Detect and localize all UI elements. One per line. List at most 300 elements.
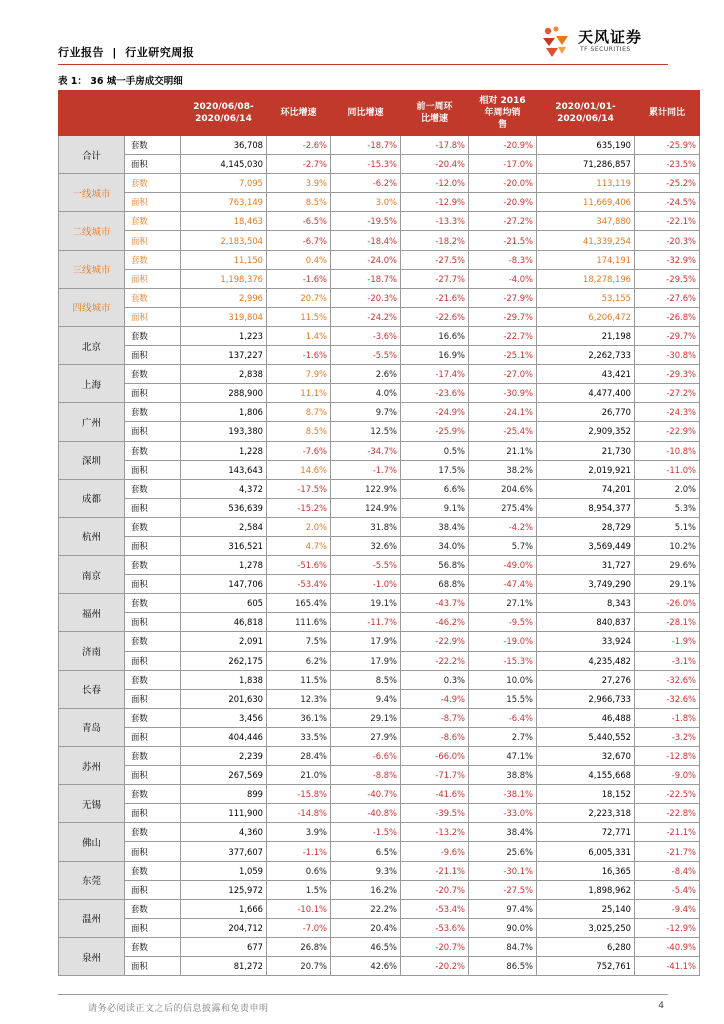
- growth-tb: -20.3%: [331, 288, 401, 307]
- metric-label: 面积: [125, 155, 181, 174]
- weekly-value: 111,900: [181, 804, 267, 823]
- growth-r16: -9.5%: [469, 613, 537, 632]
- metric-label: 面积: [125, 536, 181, 555]
- growth-pw: -39.5%: [401, 804, 469, 823]
- weekly-value: 4,372: [181, 479, 267, 498]
- growth-hb: 3.9%: [267, 823, 331, 842]
- table-row: [59, 957, 700, 976]
- growth-tb: 17.9%: [331, 651, 401, 670]
- metric-label: 套数: [125, 479, 181, 498]
- growth-hb: -53.4%: [267, 575, 331, 594]
- growth-tb: -5.5%: [331, 556, 401, 575]
- growth-tb: 42.6%: [331, 957, 401, 976]
- growth-hb: 3.9%: [267, 174, 331, 193]
- metric-label: 套数: [125, 632, 181, 651]
- table-row: [59, 727, 700, 746]
- growth-r16: -27.0%: [469, 365, 537, 384]
- cumulative-value: 174,191: [537, 250, 635, 269]
- table-row: [59, 307, 700, 326]
- growth-r16: -25.1%: [469, 346, 537, 365]
- growth-pw: 6.6%: [401, 479, 469, 498]
- growth-r16: 25.6%: [469, 842, 537, 861]
- table-row: [59, 326, 700, 345]
- table-header-row: [59, 91, 700, 136]
- growth-pw: -20.4%: [401, 155, 469, 174]
- column-header-0: [59, 91, 125, 136]
- weekly-value: 2,183,504: [181, 231, 267, 250]
- growth-tb: -6.6%: [331, 747, 401, 766]
- cumulative-yoy: 10.2%: [635, 536, 700, 555]
- growth-tb: -40.7%: [331, 785, 401, 804]
- cumulative-yoy: -28.1%: [635, 613, 700, 632]
- table-row: [59, 536, 700, 555]
- weekly-value: 2,996: [181, 288, 267, 307]
- growth-pw: -46.2%: [401, 613, 469, 632]
- column-header-4: 同比增速: [331, 91, 401, 136]
- cumulative-yoy: -9.4%: [635, 899, 700, 918]
- metric-label: 套数: [125, 937, 181, 956]
- cumulative-yoy: -32.6%: [635, 689, 700, 708]
- cumulative-value: 53,155: [537, 288, 635, 307]
- growth-r16: -22.7%: [469, 326, 537, 345]
- growth-tb: -8.8%: [331, 766, 401, 785]
- growth-pw: -21.1%: [401, 861, 469, 880]
- header-title: [58, 44, 194, 60]
- cumulative-yoy: 2.0%: [635, 479, 700, 498]
- metric-label: 面积: [125, 422, 181, 441]
- growth-hb: -1.6%: [267, 346, 331, 365]
- cumulative-yoy: -1.8%: [635, 708, 700, 727]
- region-name: 泉州: [59, 937, 125, 975]
- cumulative-yoy: 5.3%: [635, 498, 700, 517]
- table-row: [59, 155, 700, 174]
- cumulative-value: 113,119: [537, 174, 635, 193]
- table-row: [59, 556, 700, 575]
- growth-pw: -13.2%: [401, 823, 469, 842]
- growth-r16: 21.1%: [469, 441, 537, 460]
- cumulative-value: 6,206,472: [537, 307, 635, 326]
- metric-label: 面积: [125, 307, 181, 326]
- growth-tb: -19.5%: [331, 212, 401, 231]
- growth-hb: 6.2%: [267, 651, 331, 670]
- weekly-value: 143,643: [181, 460, 267, 479]
- region-name: 南京: [59, 556, 125, 594]
- metric-label: 套数: [125, 899, 181, 918]
- growth-tb: -6.2%: [331, 174, 401, 193]
- page-number: 4: [658, 1001, 664, 1011]
- region-name: 成都: [59, 479, 125, 517]
- cumulative-yoy: -1.9%: [635, 632, 700, 651]
- cumulative-value: 21,730: [537, 441, 635, 460]
- cumulative-yoy: -11.0%: [635, 460, 700, 479]
- cumulative-yoy: -40.9%: [635, 937, 700, 956]
- growth-pw: -21.6%: [401, 288, 469, 307]
- metric-label: 面积: [125, 842, 181, 861]
- column-header-1: [125, 91, 181, 136]
- growth-tb: -18.7%: [331, 136, 401, 155]
- growth-pw: -8.7%: [401, 708, 469, 727]
- cumulative-yoy: -22.1%: [635, 212, 700, 231]
- growth-r16: -4.0%: [469, 269, 537, 288]
- table-row: [59, 785, 700, 804]
- weekly-value: 201,630: [181, 689, 267, 708]
- region-name: 苏州: [59, 747, 125, 785]
- metric-label: 面积: [125, 880, 181, 899]
- growth-pw: -24.9%: [401, 403, 469, 422]
- growth-hb: 4.7%: [267, 536, 331, 555]
- cumulative-yoy: -20.3%: [635, 231, 700, 250]
- metric-label: 套数: [125, 174, 181, 193]
- weekly-value: 2,091: [181, 632, 267, 651]
- metric-label: 套数: [125, 365, 181, 384]
- cumulative-yoy: -41.1%: [635, 957, 700, 976]
- growth-tb: 20.4%: [331, 918, 401, 937]
- growth-r16: 275.4%: [469, 498, 537, 517]
- cumulative-value: 21,198: [537, 326, 635, 345]
- growth-pw: -53.4%: [401, 899, 469, 918]
- growth-r16: 204.6%: [469, 479, 537, 498]
- growth-r16: -19.0%: [469, 632, 537, 651]
- weekly-value: 262,175: [181, 651, 267, 670]
- growth-hb: -17.5%: [267, 479, 331, 498]
- growth-r16: -20.0%: [469, 174, 537, 193]
- table-row: [59, 288, 700, 307]
- transaction-table: [58, 90, 700, 976]
- cumulative-value: 4,477,400: [537, 384, 635, 403]
- region-name: 深圳: [59, 441, 125, 479]
- cumulative-value: 6,280: [537, 937, 635, 956]
- growth-hb: 11.1%: [267, 384, 331, 403]
- cumulative-value: 5,440,552: [537, 727, 635, 746]
- growth-r16: -4.2%: [469, 517, 537, 536]
- growth-r16: 38.2%: [469, 460, 537, 479]
- growth-r16: 90.0%: [469, 918, 537, 937]
- growth-pw: 34.0%: [401, 536, 469, 555]
- metric-label: 套数: [125, 670, 181, 689]
- growth-pw: -12.9%: [401, 193, 469, 212]
- growth-pw: 9.1%: [401, 498, 469, 517]
- metric-label: 套数: [125, 708, 181, 727]
- footer-divider: [58, 994, 668, 995]
- report-type: 行业报告: [58, 46, 104, 59]
- growth-r16: -20.9%: [469, 193, 537, 212]
- weekly-value: 1,228: [181, 441, 267, 460]
- growth-tb: -24.0%: [331, 250, 401, 269]
- growth-hb: -1.1%: [267, 842, 331, 861]
- cumulative-value: 3,025,250: [537, 918, 635, 937]
- weekly-value: 288,900: [181, 384, 267, 403]
- growth-tb: 12.5%: [331, 422, 401, 441]
- cumulative-value: 43,421: [537, 365, 635, 384]
- cumulative-value: 8,954,377: [537, 498, 635, 517]
- cumulative-value: 3,569,449: [537, 536, 635, 555]
- weekly-value: 377,607: [181, 842, 267, 861]
- growth-tb: 3.0%: [331, 193, 401, 212]
- table-row: [59, 804, 700, 823]
- table-row: [59, 708, 700, 727]
- growth-pw: -22.2%: [401, 651, 469, 670]
- growth-r16: -24.1%: [469, 403, 537, 422]
- weekly-value: 193,380: [181, 422, 267, 441]
- metric-label: 面积: [125, 384, 181, 403]
- growth-tb: 17.9%: [331, 632, 401, 651]
- region-name: 温州: [59, 899, 125, 937]
- cumulative-yoy: -29.3%: [635, 365, 700, 384]
- growth-hb: -7.6%: [267, 441, 331, 460]
- table-row: [59, 937, 700, 956]
- growth-tb: -24.2%: [331, 307, 401, 326]
- region-name: 一线城市: [59, 174, 125, 212]
- cumulative-yoy: -22.5%: [635, 785, 700, 804]
- weekly-value: 36,708: [181, 136, 267, 155]
- table-row: [59, 441, 700, 460]
- table-row: [59, 250, 700, 269]
- growth-r16: -27.2%: [469, 212, 537, 231]
- growth-tb: 4.0%: [331, 384, 401, 403]
- growth-pw: -17.4%: [401, 365, 469, 384]
- metric-label: 套数: [125, 441, 181, 460]
- weekly-value: 4,145,030: [181, 155, 267, 174]
- tf-securities-logo: [538, 24, 668, 60]
- footer-disclaimer: 请务必阅读正文之后的信息披露和免责申明: [88, 1004, 269, 1014]
- growth-tb: 8.5%: [331, 670, 401, 689]
- growth-r16: -8.3%: [469, 250, 537, 269]
- metric-label: 面积: [125, 231, 181, 250]
- cumulative-yoy: -26.0%: [635, 594, 700, 613]
- table-row: [59, 670, 700, 689]
- region-name: 三线城市: [59, 250, 125, 288]
- metric-label: 面积: [125, 651, 181, 670]
- growth-tb: 32.6%: [331, 536, 401, 555]
- metric-label: 面积: [125, 498, 181, 517]
- table-row: [59, 479, 700, 498]
- weekly-value: 1,806: [181, 403, 267, 422]
- metric-label: 套数: [125, 212, 181, 231]
- cumulative-yoy: -12.9%: [635, 918, 700, 937]
- weekly-value: 319,804: [181, 307, 267, 326]
- growth-hb: 8.7%: [267, 403, 331, 422]
- growth-hb: -15.2%: [267, 498, 331, 517]
- growth-r16: 5.7%: [469, 536, 537, 555]
- cumulative-value: 18,278,196: [537, 269, 635, 288]
- cumulative-value: 1,898,962: [537, 880, 635, 899]
- metric-label: 面积: [125, 193, 181, 212]
- metric-label: 套数: [125, 517, 181, 536]
- growth-tb: -1.0%: [331, 575, 401, 594]
- report-subtype: 行业研究周报: [125, 46, 195, 59]
- growth-r16: -6.4%: [469, 708, 537, 727]
- cumulative-yoy: -29.7%: [635, 326, 700, 345]
- metric-label: 面积: [125, 689, 181, 708]
- table-row: [59, 861, 700, 880]
- transaction-table-wrapper: [58, 90, 699, 976]
- metric-label: 面积: [125, 575, 181, 594]
- growth-pw: 16.9%: [401, 346, 469, 365]
- weekly-value: 677: [181, 937, 267, 956]
- growth-hb: 20.7%: [267, 957, 331, 976]
- table-body: [59, 136, 700, 976]
- weekly-value: 2,584: [181, 517, 267, 536]
- growth-hb: 0.4%: [267, 250, 331, 269]
- growth-pw: 56.8%: [401, 556, 469, 575]
- growth-hb: 0.6%: [267, 861, 331, 880]
- growth-tb: -3.6%: [331, 326, 401, 345]
- growth-hb: -14.8%: [267, 804, 331, 823]
- growth-hb: -51.6%: [267, 556, 331, 575]
- cumulative-value: 32,670: [537, 747, 635, 766]
- growth-hb: 28.4%: [267, 747, 331, 766]
- growth-tb: 122.9%: [331, 479, 401, 498]
- growth-hb: 111.6%: [267, 613, 331, 632]
- growth-hb: -6.5%: [267, 212, 331, 231]
- growth-pw: -71.7%: [401, 766, 469, 785]
- cumulative-yoy: -12.8%: [635, 747, 700, 766]
- growth-pw: -20.7%: [401, 880, 469, 899]
- cumulative-value: 31,727: [537, 556, 635, 575]
- cumulative-value: 41,339,254: [537, 231, 635, 250]
- growth-tb: -40.8%: [331, 804, 401, 823]
- growth-pw: -20.2%: [401, 957, 469, 976]
- cumulative-value: 72,771: [537, 823, 635, 842]
- growth-tb: -5.5%: [331, 346, 401, 365]
- cumulative-yoy: -32.9%: [635, 250, 700, 269]
- column-header-6: 相对 2016 年周均销 售: [469, 91, 537, 136]
- growth-r16: -33.0%: [469, 804, 537, 823]
- cumulative-yoy: -25.2%: [635, 174, 700, 193]
- growth-hb: -2.7%: [267, 155, 331, 174]
- weekly-value: 1,223: [181, 326, 267, 345]
- growth-r16: 84.7%: [469, 937, 537, 956]
- cumulative-yoy: -32.6%: [635, 670, 700, 689]
- table-row: [59, 212, 700, 231]
- growth-r16: -38.1%: [469, 785, 537, 804]
- table-row: [59, 880, 700, 899]
- table-row: [59, 823, 700, 842]
- growth-hb: 36.1%: [267, 708, 331, 727]
- growth-tb: 9.7%: [331, 403, 401, 422]
- growth-hb: 2.0%: [267, 517, 331, 536]
- growth-hb: 26.8%: [267, 937, 331, 956]
- growth-r16: -49.0%: [469, 556, 537, 575]
- weekly-value: 1,666: [181, 899, 267, 918]
- cumulative-yoy: -30.8%: [635, 346, 700, 365]
- weekly-value: 2,838: [181, 365, 267, 384]
- cumulative-value: 6,005,331: [537, 842, 635, 861]
- weekly-value: 18,463: [181, 212, 267, 231]
- growth-r16: -27.5%: [469, 880, 537, 899]
- region-name: 上海: [59, 365, 125, 403]
- growth-tb: 29.1%: [331, 708, 401, 727]
- cumulative-value: 840,837: [537, 613, 635, 632]
- logo-icon: [538, 24, 574, 60]
- growth-pw: -41.6%: [401, 785, 469, 804]
- weekly-value: 536,639: [181, 498, 267, 517]
- growth-tb: 22.2%: [331, 899, 401, 918]
- growth-hb: 33.5%: [267, 727, 331, 746]
- cumulative-yoy: 29.6%: [635, 556, 700, 575]
- growth-hb: -10.1%: [267, 899, 331, 918]
- cumulative-yoy: -21.1%: [635, 823, 700, 842]
- growth-r16: 15.5%: [469, 689, 537, 708]
- weekly-value: 1,838: [181, 670, 267, 689]
- region-name: 二线城市: [59, 212, 125, 250]
- weekly-value: 11,150: [181, 250, 267, 269]
- cumulative-yoy: -23.5%: [635, 155, 700, 174]
- table-row: [59, 575, 700, 594]
- growth-tb: -18.4%: [331, 231, 401, 250]
- cumulative-value: 18,152: [537, 785, 635, 804]
- metric-label: 套数: [125, 823, 181, 842]
- growth-pw: -66.0%: [401, 747, 469, 766]
- cumulative-value: 4,235,482: [537, 651, 635, 670]
- growth-pw: 0.3%: [401, 670, 469, 689]
- weekly-value: 267,569: [181, 766, 267, 785]
- growth-hb: 12.3%: [267, 689, 331, 708]
- growth-r16: -15.3%: [469, 651, 537, 670]
- weekly-value: 899: [181, 785, 267, 804]
- weekly-value: 137,227: [181, 346, 267, 365]
- cumulative-value: 752,761: [537, 957, 635, 976]
- growth-r16: 38.4%: [469, 823, 537, 842]
- growth-tb: 46.5%: [331, 937, 401, 956]
- cumulative-yoy: -5.4%: [635, 880, 700, 899]
- cumulative-value: 26,770: [537, 403, 635, 422]
- region-name: 杭州: [59, 517, 125, 555]
- cumulative-yoy: 29.1%: [635, 575, 700, 594]
- header-divider: [58, 64, 668, 65]
- table-row: [59, 365, 700, 384]
- growth-pw: -13.3%: [401, 212, 469, 231]
- weekly-value: 7,095: [181, 174, 267, 193]
- growth-r16: -30.9%: [469, 384, 537, 403]
- cumulative-value: 2,909,352: [537, 422, 635, 441]
- weekly-value: 1,059: [181, 861, 267, 880]
- region-name: 东莞: [59, 861, 125, 899]
- growth-pw: -27.5%: [401, 250, 469, 269]
- table-row: [59, 899, 700, 918]
- growth-hb: 165.4%: [267, 594, 331, 613]
- table-row: [59, 651, 700, 670]
- cumulative-value: 16,365: [537, 861, 635, 880]
- weekly-value: 147,706: [181, 575, 267, 594]
- growth-r16: -21.5%: [469, 231, 537, 250]
- growth-hb: -1.6%: [267, 269, 331, 288]
- weekly-value: 4,360: [181, 823, 267, 842]
- growth-tb: -11.7%: [331, 613, 401, 632]
- growth-pw: -22.9%: [401, 632, 469, 651]
- growth-hb: 7.5%: [267, 632, 331, 651]
- metric-label: 套数: [125, 785, 181, 804]
- growth-hb: 11.5%: [267, 307, 331, 326]
- cumulative-yoy: -8.4%: [635, 861, 700, 880]
- region-name: 无锡: [59, 785, 125, 823]
- cumulative-yoy: -27.2%: [635, 384, 700, 403]
- growth-tb: 124.9%: [331, 498, 401, 517]
- weekly-value: 81,272: [181, 957, 267, 976]
- cumulative-yoy: -10.8%: [635, 441, 700, 460]
- cumulative-yoy: -24.3%: [635, 403, 700, 422]
- growth-tb: 27.9%: [331, 727, 401, 746]
- growth-hb: 14.6%: [267, 460, 331, 479]
- growth-tb: 31.8%: [331, 517, 401, 536]
- cumulative-value: 3,749,290: [537, 575, 635, 594]
- column-header-3: 环比增速: [267, 91, 331, 136]
- growth-pw: 38.4%: [401, 517, 469, 536]
- metric-label: 套数: [125, 556, 181, 575]
- growth-tb: 19.1%: [331, 594, 401, 613]
- table-row: [59, 689, 700, 708]
- region-name: 长春: [59, 670, 125, 708]
